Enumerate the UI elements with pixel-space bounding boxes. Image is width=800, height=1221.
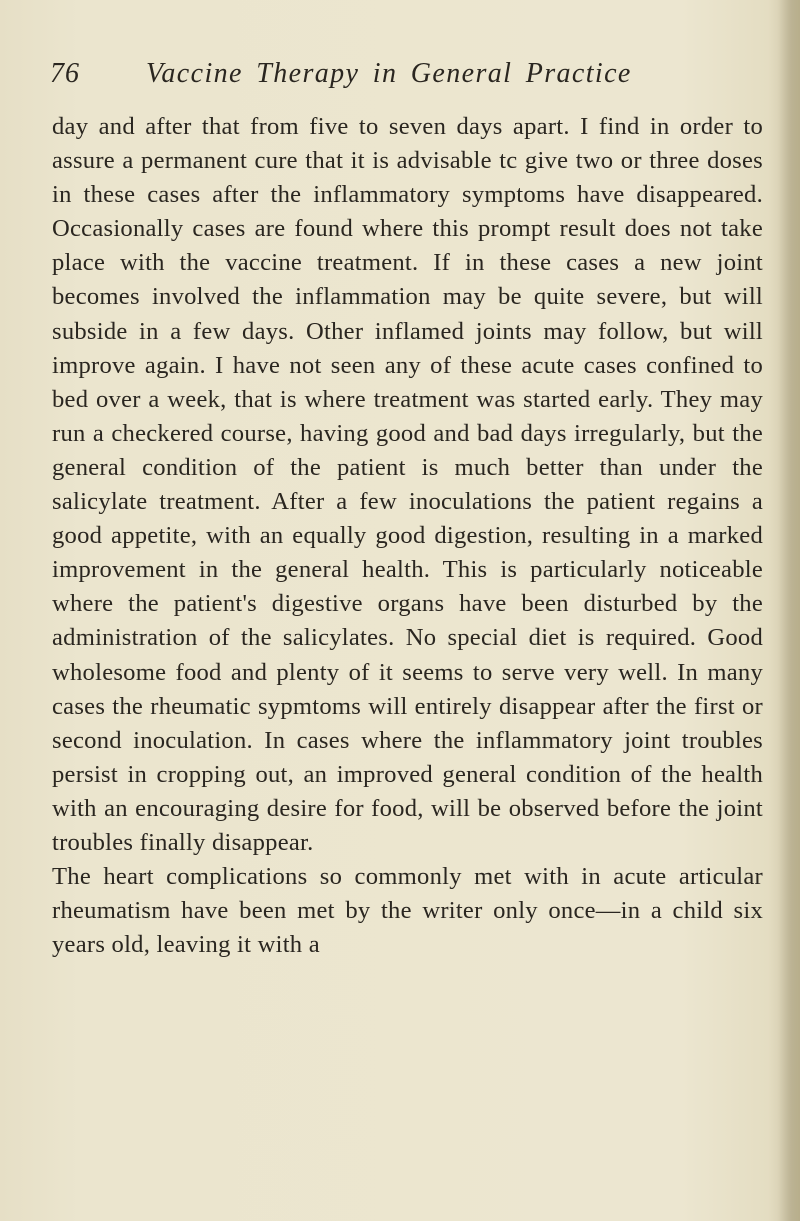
page-edge-shadow (778, 0, 800, 1221)
body-text (52, 110, 763, 962)
paragraph-continued: day and after that from five to seven days apart. I find in order to assure a permanent cure that it is advisable tc give two or three doses in these cases after the inflammatory symptoms have disappeared. Occasionally cases are found where this prompt result does not take place with the vaccine treatment. If in these cases a new joint becomes involved the inflammation may be quite severe, but will subside in a few days. Other inflamed joints may follow, but will improve again. I have not seen any of these acute cases confined to bed over a week, that is where treatment was started early. They may run a checkered course, having good and bad days irregularly, but the general condition of the patient is much better than under the salicylate treatment. After a few inoculations the patient regains a good appetite, with an equally good digestion, resulting in a marked improvement in the general health. This is particularly noticeable where the patient's digestive organs have been disturbed by the administration of the salicylates. No special diet is required. Good wholesome food and plenty of it seems to serve very well. In many cases the rheumatic sypmtoms will entirely disappear after the first or second inoculation. In cases where the inflammatory joint troubles persist in cropping out, an improved general condition of the health with an encouraging desire for food, will be observed before the joint troubles finally disappear. (52, 113, 763, 856)
page-header (50, 58, 770, 98)
paragraph-heart-complications: The heart complications so commonly met with in acute articular rheumatism have been met by the writer only once—in a child six years old, leaving it with a (52, 863, 763, 959)
page-number: 76 (50, 58, 80, 89)
running-title: Vaccine Therapy in General Practice (146, 58, 632, 89)
